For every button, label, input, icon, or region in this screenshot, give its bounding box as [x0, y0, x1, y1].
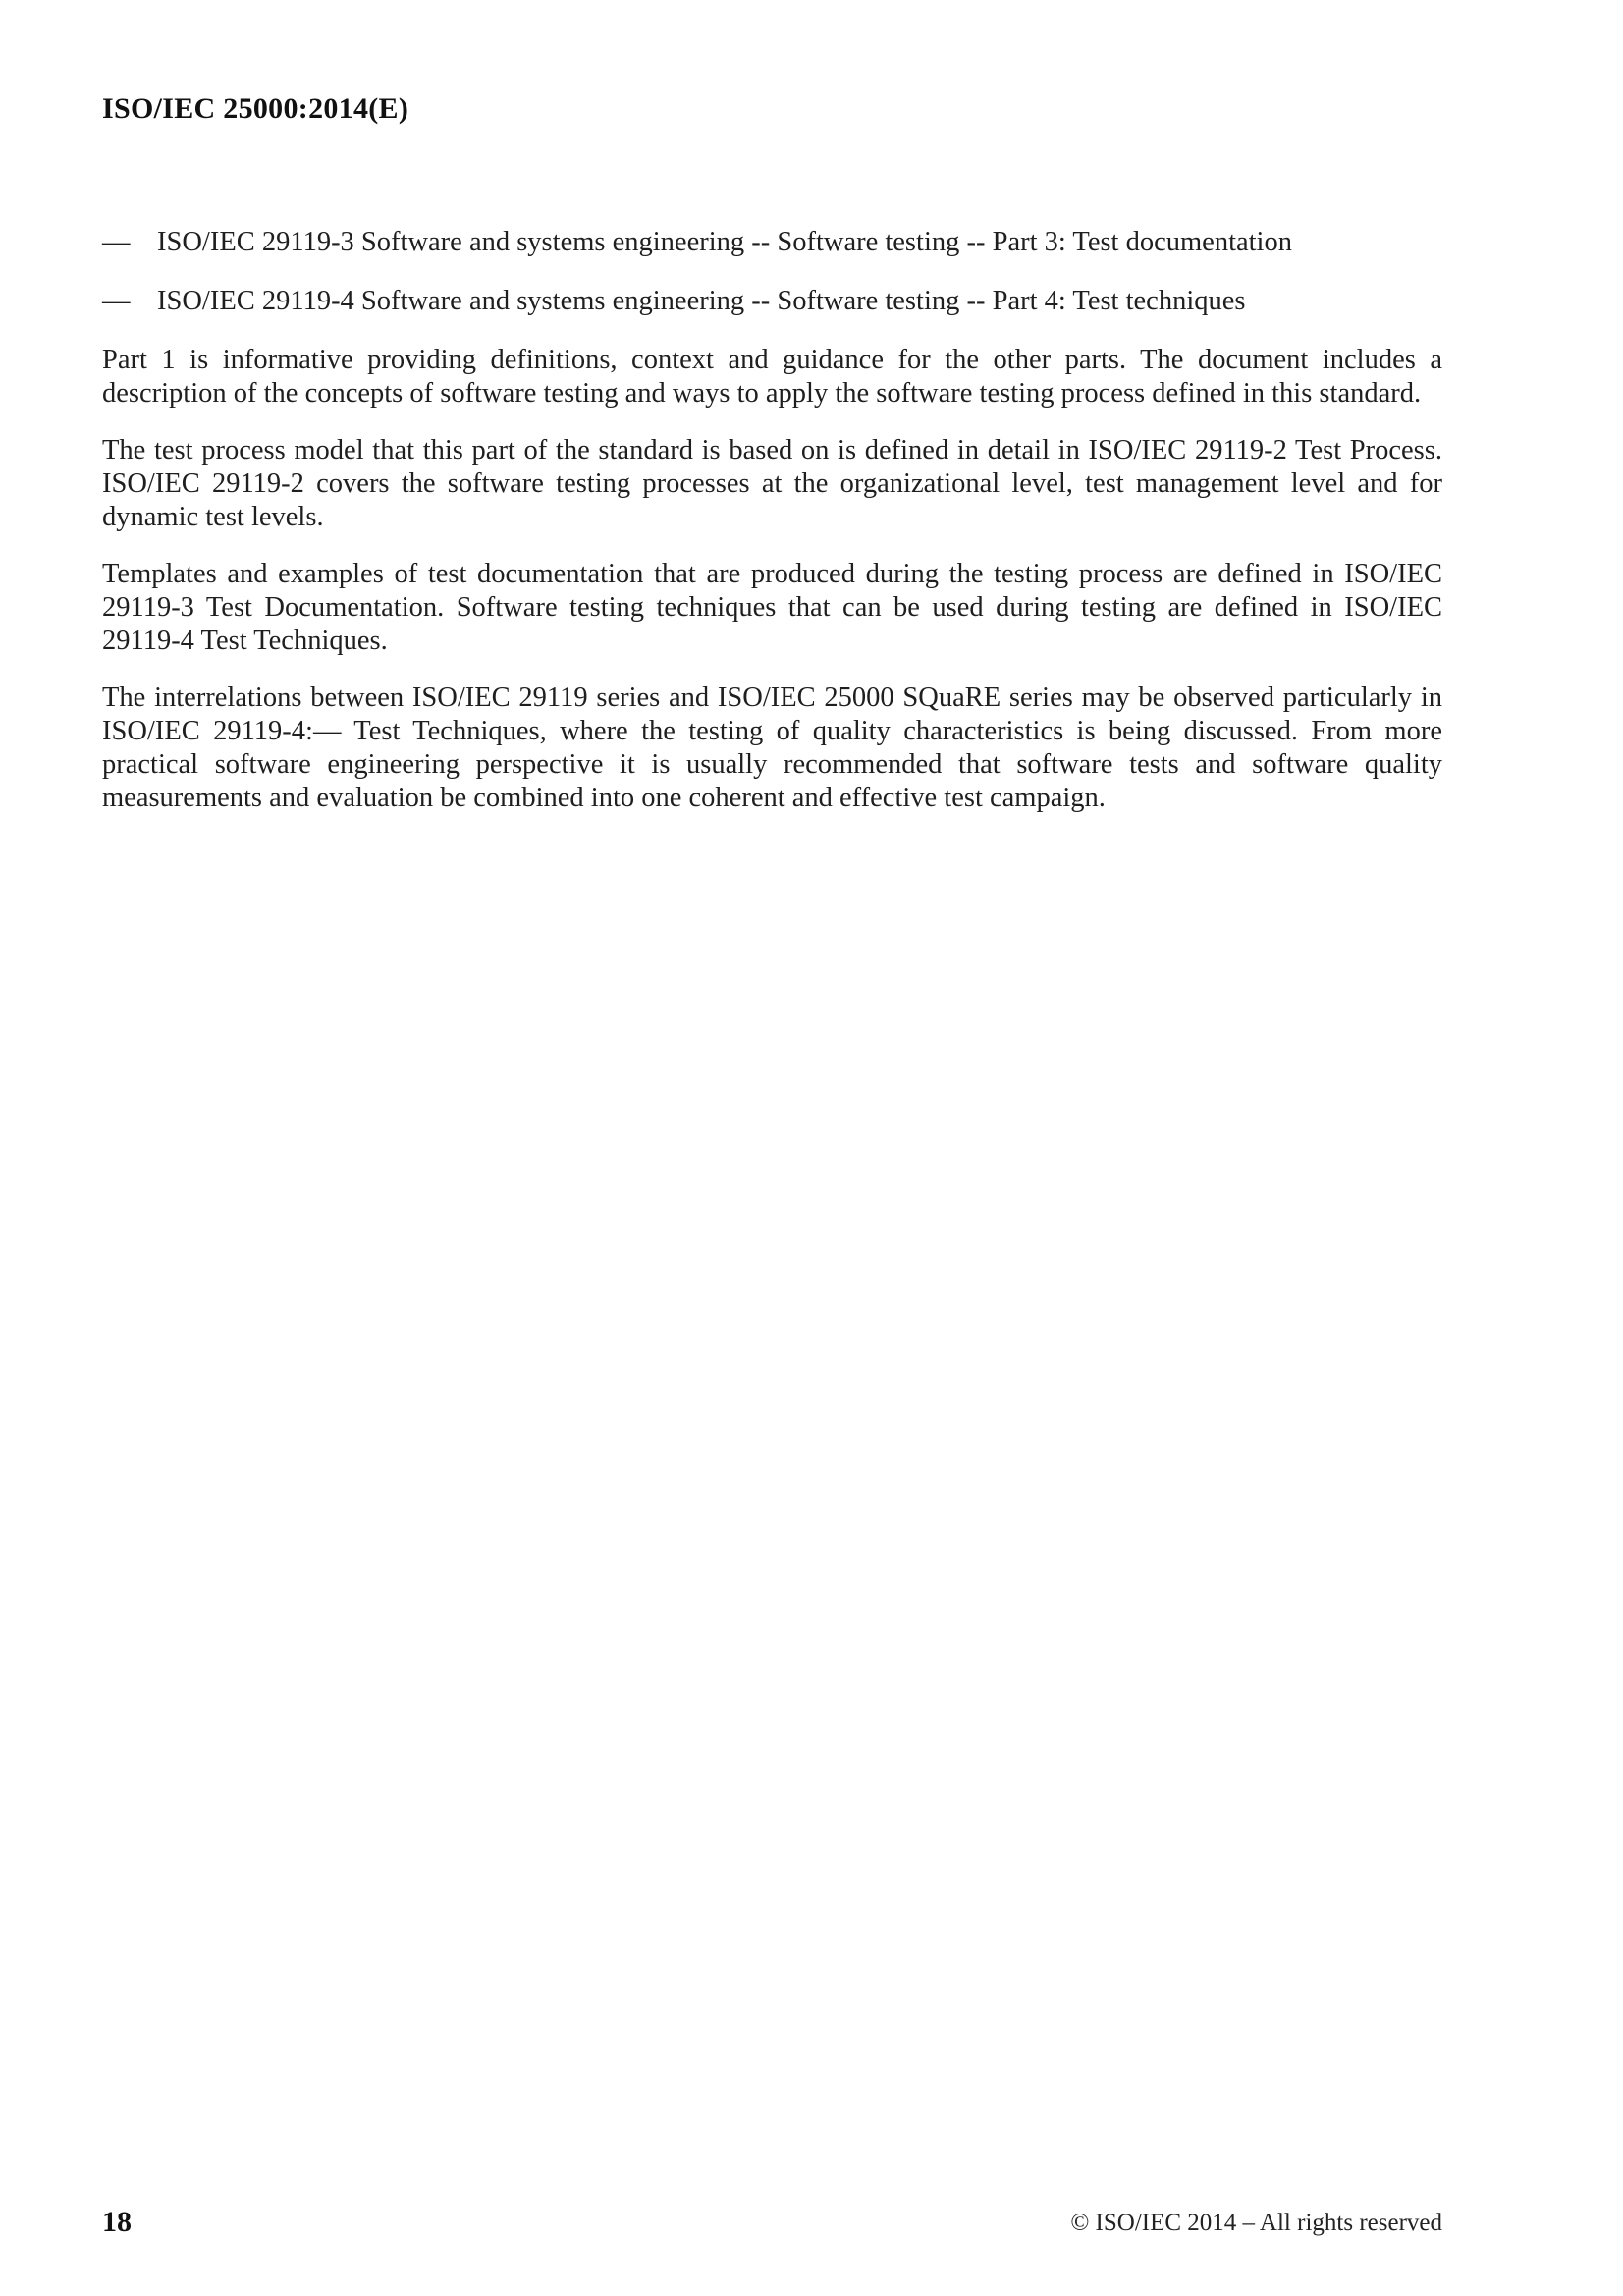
copyright-notice: © ISO/IEC 2014 – All rights reserved — [1070, 2210, 1442, 2236]
list-item — [102, 226, 1442, 259]
page-body — [102, 226, 1442, 839]
document-header: ISO/IEC 25000:2014(E) — [102, 92, 409, 125]
paragraph-part1-overview: Part 1 is informative providing definitions, context and guidance for the other parts. The document includes a description of the concepts of software testing and ways to apply the software testing process defined in this standard. — [102, 345, 1442, 409]
paragraph-interrelations: The interrelations between ISO/IEC 29119 series and ISO/IEC 25000 SQuaRE series may be observed particularly in ISO/IEC 29119-4:— Test Techniques, where the testing of quality characteristics is being discussed. From more practical software engineering perspective it is usually recommended that software tests and software quality measurements and evaluation be combined into one coherent and effective test campaign. — [102, 683, 1442, 813]
list-item-text: ISO/IEC 29119-3 Software and systems engineering -- Software testing -- Part 3: Test documentation — [157, 227, 1292, 257]
list-item — [102, 285, 1442, 318]
paragraph-templates-examples: Templates and examples of test documentation that are produced during the testing process are defined in ISO/IEC 29119-3 Test Documentation. Software testing techniques that can be used during testing are defined in ISO/IEC 29119-4 Test Techniques. — [102, 559, 1442, 656]
page-number: 18 — [102, 2206, 132, 2238]
paragraph-test-process-model: The test process model that this part of the standard is based on is defined in detail in ISO/IEC 29119-2 Test Process. ISO/IEC 29119-2 covers the software testing processes at the organizational level, test management level and for dynamic test levels. — [102, 435, 1442, 532]
list-item-text: ISO/IEC 29119-4 Software and systems engineering -- Software testing -- Part 4: Test techniques — [157, 286, 1246, 316]
list-bullet: — — [102, 227, 131, 257]
list-bullet: — — [102, 286, 131, 316]
